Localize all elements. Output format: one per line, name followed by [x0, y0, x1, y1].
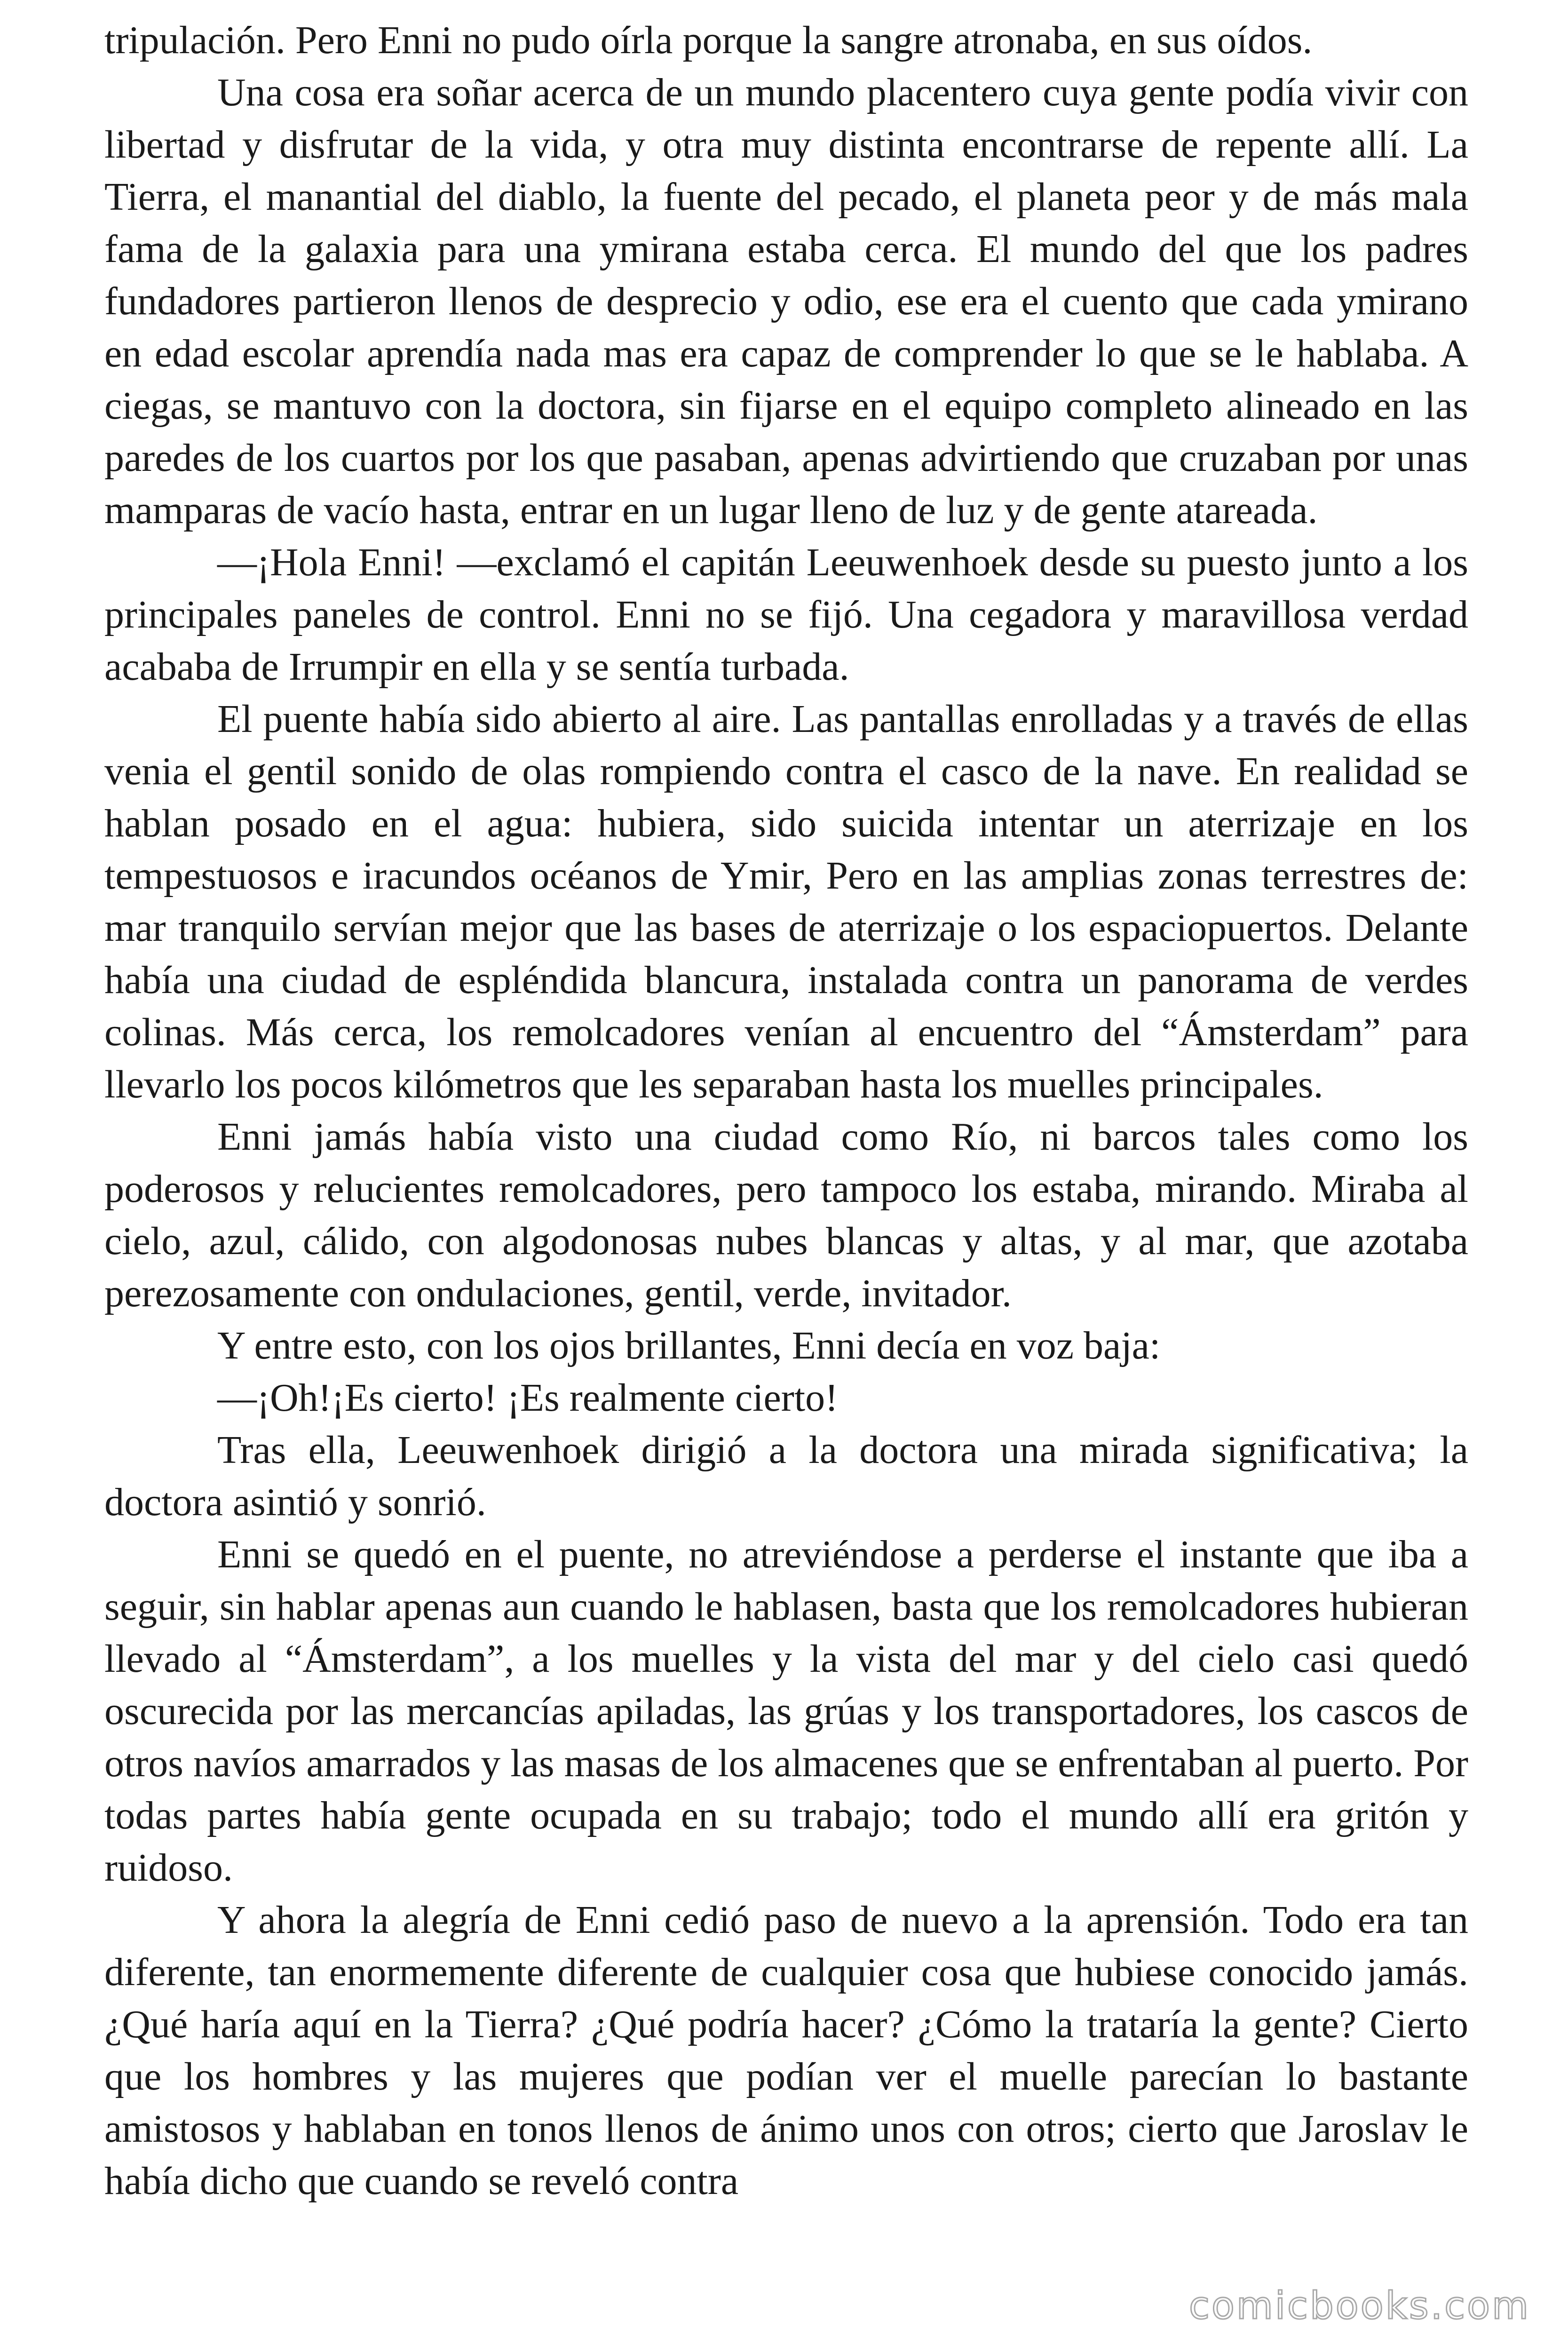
paragraph: Y ahora la alegría de Enni cedió paso de nuevo a la aprensión. Todo era tan diferente, tan enormemente diferente de cualquier cosa que hubiese conocido jamás. ¿Qué haría aquí en la Tierra? ¿Qué podría hacer? ¿Cómo la trataría la gente? Cierto que los hombres y las mujeres que podían ver el muelle parecían lo bastante amistosos y hablaban en tonos llenos de ánimo unos con otros; cierto que Jaroslav le había dicho que cuando se reveló contra: [104, 1898, 1468, 2203]
paragraph: Una cosa era soñar acerca de un mundo placentero cuya gente podía vivir con libertad y disfrutar de la vida, y otra muy distinta encontrarse de repente allí. La Tierra, el manantial del diablo, la fuente del pecado, el planeta peor y de más mala fama de la galaxia para una ymirana estaba cerca. El mundo del que los padres fundadores partieron llenos de desprecio y odio, ese era el cuento que cada ymirano en edad escolar aprendía nada mas era capaz de comprender lo que se le hablaba. A ciegas, se mantuvo con la doctora, sin fijarse en el equipo completo alineado en las paredes de los cuartos por los que pasaban, apenas advirtiendo que cruzaban por unas mamparas de vacío hasta, entrar en un lugar lleno de luz y de gente atareada.: [104, 71, 1468, 532]
paragraph-dialogue: —¡Oh!¡Es cierto! ¡Es realmente cierto!: [217, 1376, 839, 1420]
paragraph: Enni se quedó en el puente, no atreviéndose a perderse el instante que iba a seguir, sin hablar apenas aun cuando le hablasen, basta que los remolcadores hubieran llevado al “Ámsterdam”, a los muelles y la vista del mar y del cielo casi quedó oscurecida por las mercancías apiladas, las grúas y los transportadores, los cascos de otros navíos amarrados y las masas de los almacenes que se enfrentaban al puerto. Por todas partes había gente ocupada en su trabajo; todo el mundo allí era gritón y ruidoso.: [104, 1533, 1468, 1890]
paragraph-dialogue: —¡Hola Enni! —exclamó el capitán Leeuwenhoek desde su puesto junto a los principales paneles de control. Enni no se fijó. Una cegadora y maravillosa verdad acababa de Irrumpir en ella y se sentía turbada.: [104, 540, 1468, 689]
paragraph: Enni jamás había visto una ciudad como Río, ni barcos tales como los poderosos y relucientes remolcadores, pero tampoco los estaba, mirando. Miraba al cielo, azul, cálido, con algodonosas nubes blancas y altas, y al mar, que azotaba perezosamente con ondulaciones, gentil, verde, invitador.: [104, 1115, 1468, 1315]
watermark-text: comicbooks.com: [1188, 2284, 1530, 2328]
paragraph: Y entre esto, con los ojos brillantes, Enni decía en voz baja:: [217, 1324, 1161, 1367]
book-page: [104, 14, 1468, 2207]
paragraph: El puente había sido abierto al aire. Las pantallas enrolladas y a través de ellas venia el gentil sonido de olas rompiendo contra el casco de la nave. En realidad se hablan posado en el agua: hubiera, sido suicida intentar un aterrizaje en los tempestuosos e iracundos océanos de Ymir, Pero en las amplias zonas terrestres de: mar tranquilo servían mejor que las bases de aterrizaje o los espaciopuertos. Delante había una ciudad de espléndida blancura, instalada contra un panorama de verdes colinas. Más cerca, los remolcadores venían al encuentro del “Ámsterdam” para llevarlo los pocos kilómetros que les separaban hasta los muelles principales.: [104, 697, 1468, 1106]
paragraph: Tras ella, Leeuwenhoek dirigió a la doctora una mirada significativa; la doctora asintió y sonrió.: [104, 1428, 1468, 1524]
paragraph-continuation: tripulación. Pero Enni no pudo oírla porque la sangre atronaba, en sus oídos.: [104, 18, 1313, 62]
